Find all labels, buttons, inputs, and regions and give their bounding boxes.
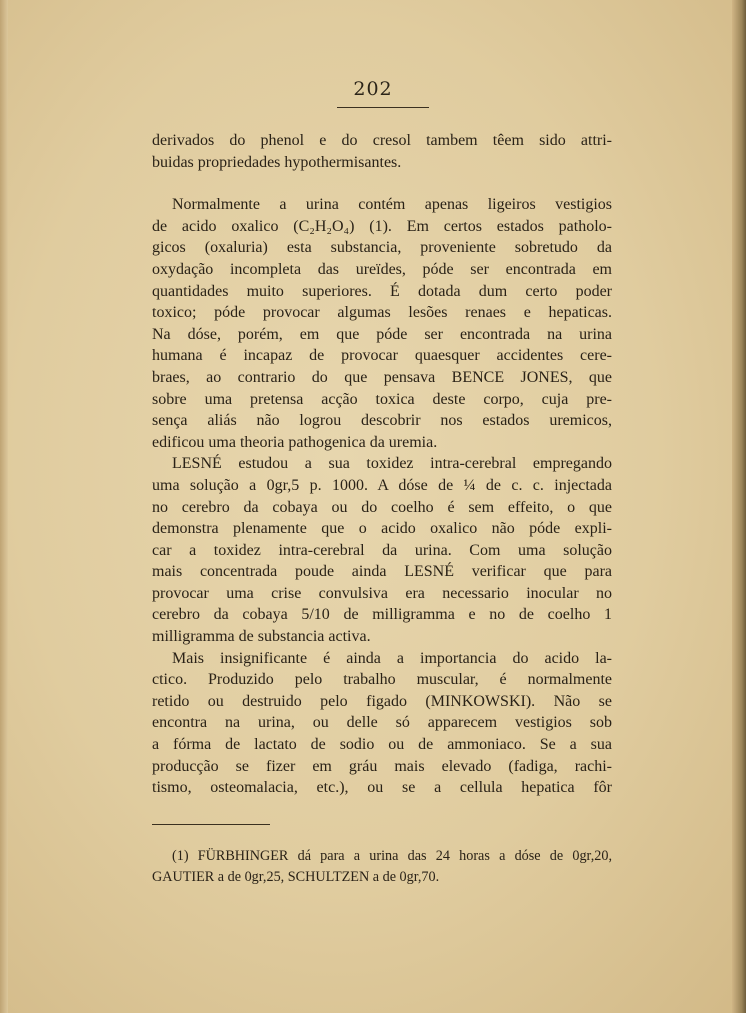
text-line: oxydação incompleta das ureïdes, póde ser encontrada em [152, 260, 612, 278]
page-left-edge [0, 0, 8, 1013]
page-right-edge [732, 0, 746, 1013]
text-line: gicos (oxaluria) esta substancia, proveniente sobretudo da [152, 239, 612, 257]
text-line: de acido oxalico (C₂H₂O₄) (1). Em certos estados patholo- [152, 217, 612, 235]
text-line: no cerebro da cobaya ou do coelho é sem effeito, o que [152, 498, 612, 516]
text-line: quantidades muito superiores. É dotada dum certo poder [152, 282, 612, 300]
text-line: uma solução a 0gr,5 p. 1000. A dóse de ¼ de c. c. injectada [152, 476, 612, 494]
body-text [152, 130, 612, 799]
text-line: demonstra plenamente que o acido oxalico não póde expli- [152, 520, 612, 538]
footnote-rule [152, 824, 270, 825]
text-line: sença aliás não logrou descobrir nos estados uremicos, [152, 412, 612, 430]
page-number-rule [337, 107, 429, 108]
text-line: LESNÉ estudou a sua toxidez intra-cerebral empregando [172, 455, 612, 473]
paragraph [152, 130, 612, 173]
text-line: buidas propriedades hypothermisantes. [152, 153, 402, 171]
text-line: encontra na urina, ou delle só apparecem vestigios sob [152, 714, 612, 732]
text-line: Normalmente a urina contém apenas ligeiros vestigios [172, 196, 612, 214]
text-line: producção se fizer em gráu mais elevado (fadiga, rachi- [152, 757, 612, 775]
text-line: mais concentrada poude ainda LESNÉ verificar que para [152, 563, 612, 581]
text-line: a fórma de lactato de sodio ou de ammoniaco. Se a sua [152, 736, 612, 754]
text-line: provocar uma crise convulsiva era necessario inocular no [152, 584, 612, 602]
text-line: toxico; póde provocar algumas lesões renaes e hepaticas. [152, 304, 612, 322]
text-line: edificou uma theoria pathogenica da uremia. [152, 433, 438, 451]
text-line: Na dóse, porém, em que póde ser encontrada na urina [152, 325, 612, 343]
text-line: braes, ao contrario do que pensava BENCE JONES, que [152, 368, 612, 386]
paragraph [152, 194, 612, 453]
text-line: humana é incapaz de provocar quaesquer accidentes cere- [152, 347, 612, 365]
page-number: 202 [353, 78, 393, 100]
text-line: tismo, osteomalacia, etc.), ou se a cellula hepatica fôr [152, 779, 612, 797]
text-line: derivados do phenol e do cresol tambem têem sido attri- [152, 132, 612, 149]
footnote-line: (1) FÜRBHINGER dá para a urina das 24 horas a dóse de 0gr,20, [172, 848, 612, 864]
text-line: retido ou destruido pelo figado (MINKOWSKI). Não se [152, 692, 612, 710]
footnote [152, 846, 612, 888]
paragraph [152, 453, 612, 647]
text-line: sobre uma pretensa acção toxica deste corpo, cuja pre- [152, 390, 612, 408]
text-line: car a toxidez intra-cerebral da urina. Com uma solução [152, 541, 612, 559]
text-line: cerebro da cobaya 5/10 de milligramma e no de coelho 1 [152, 606, 612, 624]
footnote-line: GAUTIER a de 0gr,25, SCHULTZEN a de 0gr,70. [152, 869, 440, 885]
paragraph [152, 648, 612, 799]
text-line: milligramma de substancia activa. [152, 628, 371, 646]
text-line: ctico. Produzido pelo trabalho muscular, é normalmente [152, 671, 612, 689]
text-line: Mais insignificante é ainda a importancia do acido la- [172, 649, 612, 667]
